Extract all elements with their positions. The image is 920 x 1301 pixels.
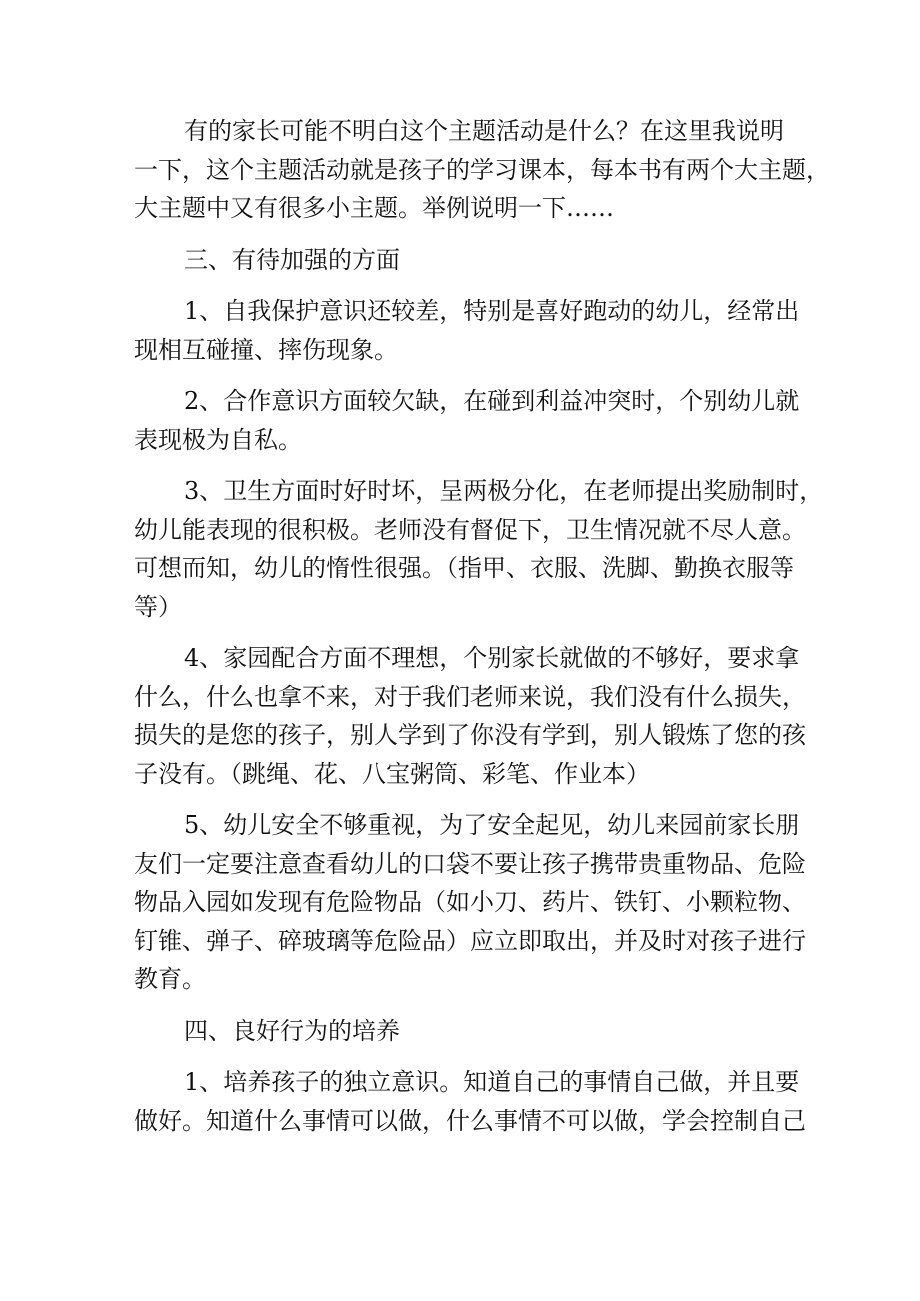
paragraph-intro — [134, 112, 830, 228]
document-body — [134, 112, 830, 1140]
text-line: 物品入园如发现有危险物品（如小刀、药片、铁钉、小颗粒物、 — [134, 888, 806, 916]
text-line: 表现极为自私。 — [134, 425, 302, 454]
paragraph-item-2 — [134, 382, 800, 459]
paragraph-item-3 — [134, 472, 824, 626]
text-line: 大主题中又有很多小主题。举例说明一下…… — [134, 194, 614, 222]
paragraph-item-4 — [134, 639, 806, 793]
text-line: 友们一定要注意查看幼儿的口袋不要让孩子携带贵重物品、危险 — [134, 849, 806, 878]
paragraph-item-5 — [134, 806, 806, 999]
text-line: 做好。知道什么事情可以做，什么事情不可以做，学会控制自己 — [134, 1106, 806, 1135]
heading-text: 三、有待加强的方面 — [184, 245, 400, 274]
text-line: 一下，这个主题活动就是孩子的学习课本，每本书有两个大主题， — [134, 155, 830, 184]
text-line: 1、自我保护意识还较差，特别是喜好跑动的幼儿，经常出 — [184, 297, 800, 325]
paragraph-behavior-1 — [134, 1063, 806, 1140]
text-line: 损失的是您的孩子，别人学到了你没有学到，别人锻炼了您的孩 — [134, 721, 806, 749]
text-line: 2、合作意识方面较欠缺，在碰到利益冲突时，个别幼儿就 — [184, 387, 800, 415]
text-line: 4、家园配合方面不理想，个别家长就做的不够好，要求拿 — [184, 644, 800, 672]
text-line: 钉锥、弹子、碎玻璃等危险品）应立即取出，并及时对孩子进行 — [134, 926, 806, 955]
text-line: 现相互碰撞、摔伤现象。 — [134, 335, 398, 364]
heading-text: 四、良好行为的培养 — [184, 1016, 400, 1045]
paragraph-item-1 — [134, 292, 800, 369]
text-line: 1、培养孩子的独立意识。知道自己的事情自己做，并且要 — [184, 1068, 800, 1096]
text-line: 5、幼儿安全不够重视，为了安全起见，幼儿来园前家长朋 — [184, 811, 800, 839]
text-line: 什么，什么也拿不来，对于我们老师来说，我们没有什么损失， — [134, 682, 806, 711]
text-line: 幼儿能表现的很积极。老师没有督促下，卫生情况就不尽人意。 — [134, 515, 806, 544]
text-line: 可想而知，幼儿的惰性很强。（指甲、衣服、洗脚、勤换衣服等 — [134, 554, 794, 582]
text-line: 子没有。（跳绳、花、八宝粥筒、彩笔、作业本） — [134, 759, 650, 788]
section-heading-3 — [134, 241, 794, 280]
text-line: 3、卫生方面时好时坏，呈两极分化，在老师提出奖励制时， — [184, 477, 824, 505]
text-line: 等） — [134, 592, 182, 621]
section-heading-4 — [134, 1012, 794, 1051]
text-line: 有的家长可能不明白这个主题活动是什么？在这里我说明 — [184, 117, 784, 145]
text-line: 教育。 — [134, 965, 206, 993]
